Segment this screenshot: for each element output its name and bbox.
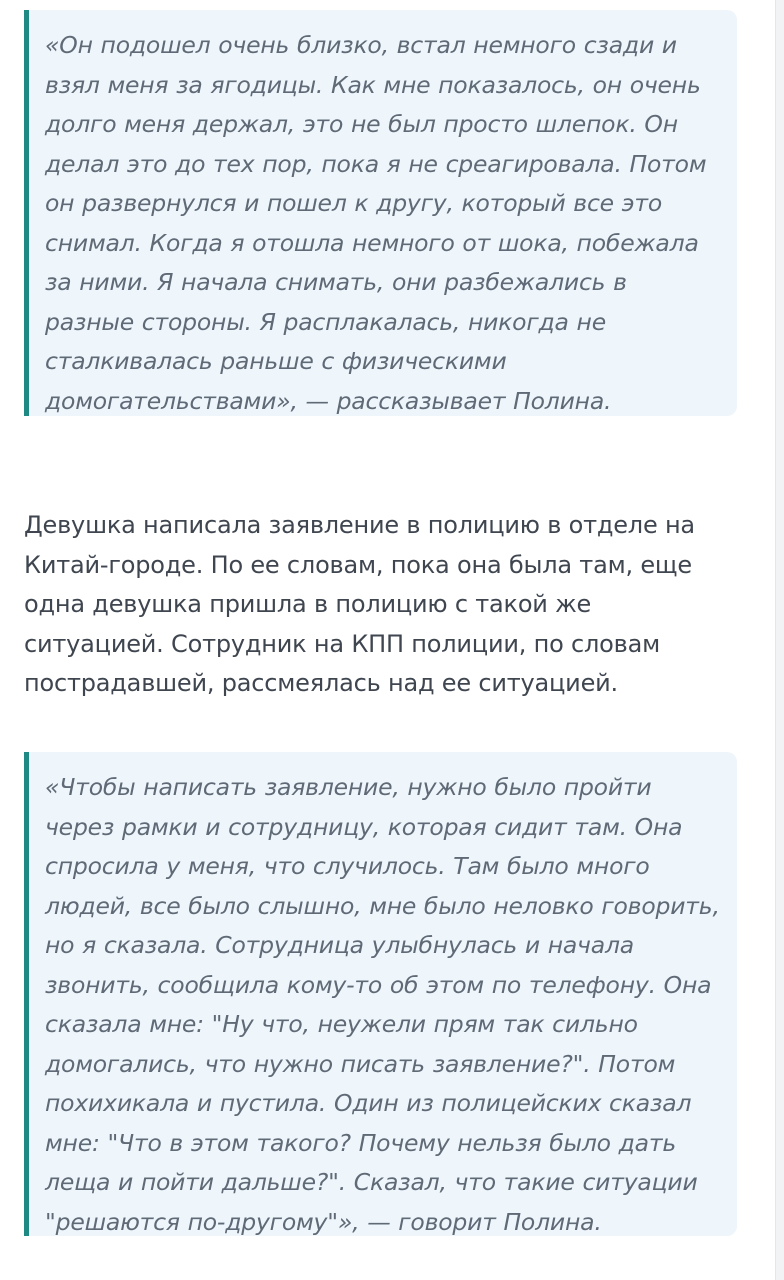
page-scrollbar[interactable] [775,0,784,1280]
blockquote-second [24,752,737,1236]
quote-text-first: «Он подошел очень близко, встал немного сзади и взял меня за ягодицы. Как мне показалось, он очень долго меня держал, это не был просто шлепок. Он делал это до тех пор, пока я не среагировала. Потом он развернулся и пошел к другу, который все это снимал. Когда я отошла немного от шока, побежала за ними. Я начала снимать, они разбежались в разные стороны. Я расплакалась, никогда не сталкивалась раньше с физическими домогательствами», — рассказывает Полина. [45,31,707,415]
article-paragraph: Девушка написала заявление в полицию в отделе на Китай-городе. По ее словам, пока она была там, еще одна девушка пришла в полицию с такой же ситуацией. Сотрудник на КПП полиции, по словам пострадавшей, рассмеялась над ее ситуацией. [24,511,695,697]
blockquote-first [24,10,737,416]
quote-text-second: «Чтобы написать заявление, нужно было пройти через рамки и сотрудницу, которая сидит там. Она спросила у меня, что случилось. Там было много людей, все было слышно, мне было неловко говорить, но я сказала. Сотрудница улыбнулась и начала звонить, сообщила кому-то об этом по телефону. Она сказала мне: "Ну что, неужели прям так сильно домогались, что нужно писать заявление?". Потом похихикала и пустила. Один из полицейских сказал мне: "Что в этом такого? Почему нельзя было дать леща и пойти дальше?". Сказал, что такие ситуации "решаются по-другому"», — говорит Полина. [45,773,720,1236]
